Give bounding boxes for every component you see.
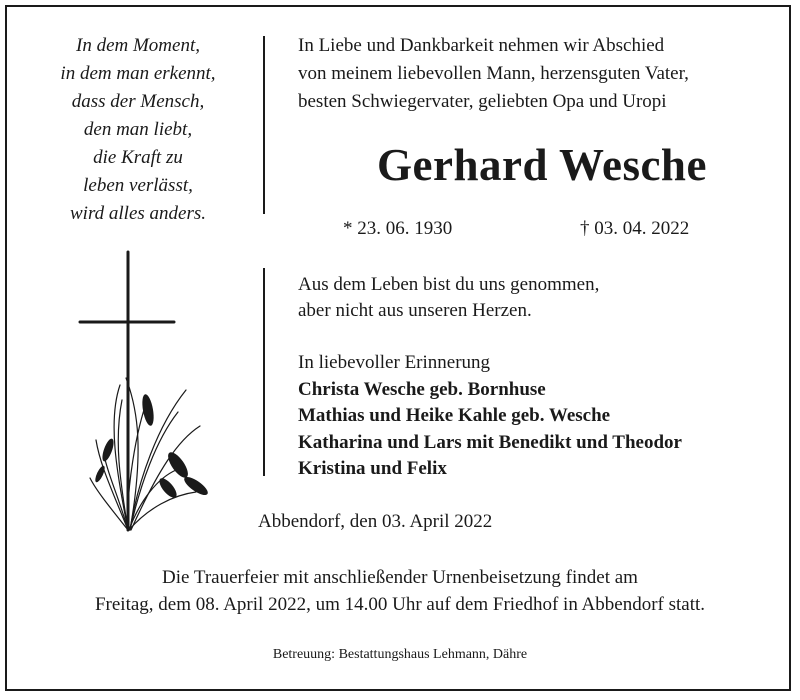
death-date: † 03. 04. 2022 [580,218,690,239]
intro-line: von meinem liebevollen Mann, herzensguten Vater, [298,63,689,84]
funeral-home-credit: Betreuung: Bestattungshaus Lehmann, Dähre [272,647,528,662]
poem-line: die Kraft zu [93,147,183,168]
mourner-name: Katharina und Lars mit Benedikt und Theodor [298,431,682,453]
divider-line-bottom [263,268,265,476]
poem-line: in dem man erkennt, [60,63,216,84]
poem [20,32,256,228]
intro-line: In Liebe und Dankbarkeit nehmen wir Abschied [298,35,665,56]
poem-line: In dem Moment, [76,35,200,56]
divider-line-top [263,36,265,214]
mourners-heading: In liebevoller Erinnerung [298,352,491,373]
mourner-name: Mathias und Heike Kahle geb. Wesche [298,405,611,426]
service-line: Die Trauerfeier mit anschließender Urnenbeisetzung findet am [162,567,638,588]
mourner-name: Christa Wesche geb. Bornhuse [298,378,546,400]
mourner-name: Kristina und Felix [298,458,447,479]
service-line: Freitag, dem 08. April 2022, um 14.00 Uhr auf dem Friedhof in Abbendorf statt. [94,594,706,615]
saying-line: aber nicht aus unseren Herzen. [298,300,532,321]
birth-date: * 23. 06. 1930 [343,218,453,239]
poem-line: den man liebt, [83,119,193,140]
poem-line: leben verlässt, [83,175,193,196]
cross-with-wheat-icon [78,250,218,540]
intro-line: besten Schwiegervater, geliebten Opa und Uropi [298,91,667,112]
place-and-date: Abbendorf, den 03. April 2022 [258,511,493,532]
funeral-service-info [0,564,800,618]
saying-line: Aus dem Leben bist du uns genommen, [298,274,600,295]
poem-line: wird alles anders. [70,203,206,224]
mourners-block [298,350,682,483]
memorial-saying [298,272,599,324]
intro-text [298,32,689,116]
poem-line: dass der Mensch, [71,91,205,112]
deceased-name: Gerhard Wesche [377,140,707,190]
